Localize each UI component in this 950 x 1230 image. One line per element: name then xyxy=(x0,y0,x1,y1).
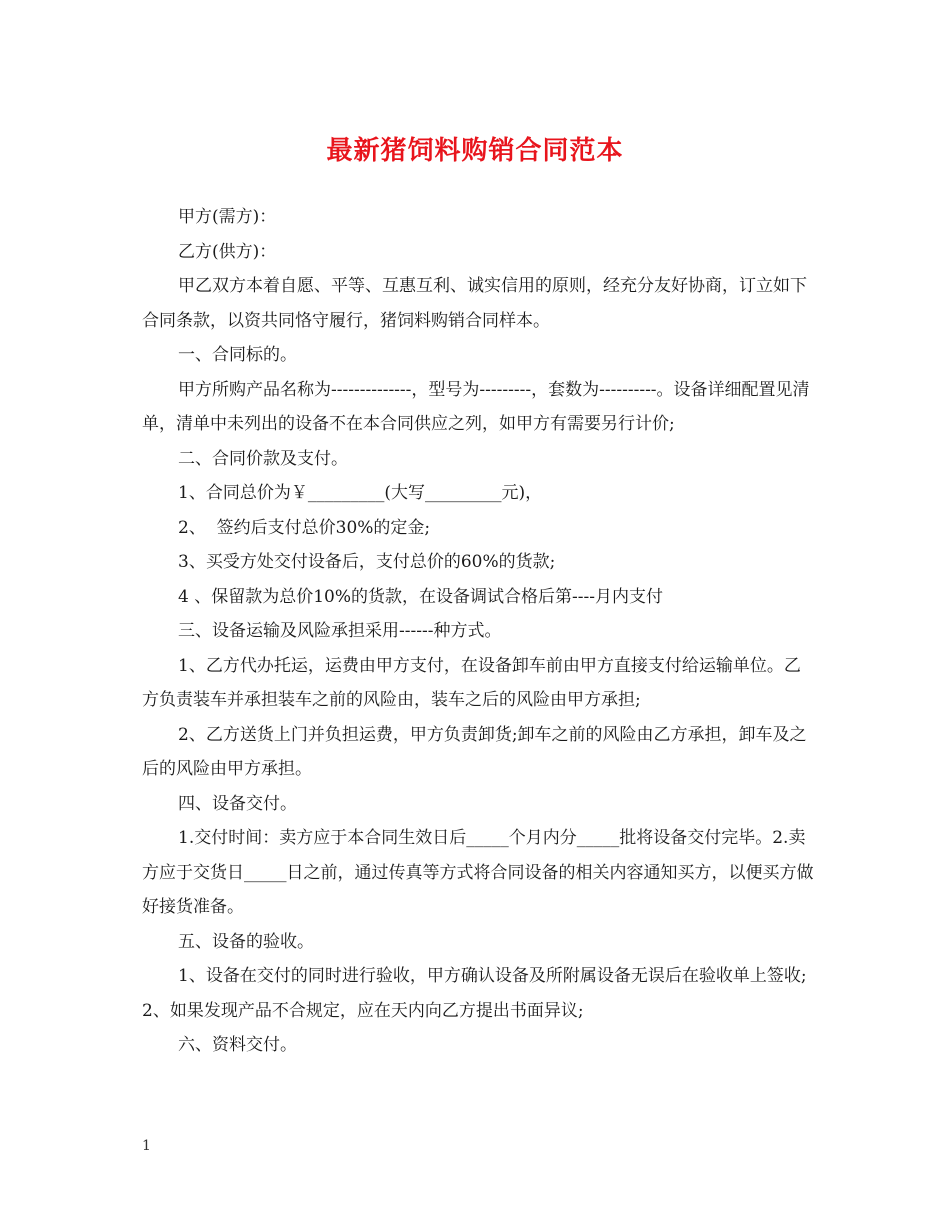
payment-item-2: 2、 签约后支付总价30%的定金; xyxy=(178,517,431,538)
section-heading-1: 一、合同标的。 xyxy=(178,345,297,365)
transport-item-1: 1、乙方代办托运，运费由甲方支付，在设备卸车前由甲方直接支付给运输单位。乙方负责装车并承担装车之前的风险由，装车之后的风险由甲方承担; xyxy=(142,655,801,710)
delivery-paragraph: 1.交付时间：卖方应于本合同生效日后_____个月内分_____批将设备交付完毕。2.卖方应于交货日_____日之前，通过传真等方式将合同设备的相关内容通知买方，以便买方做好接货准备。 xyxy=(142,828,814,917)
contract-subject-paragraph: 甲方所购产品名称为--------------，型号为---------，套数为----------。设备详细配置见清单，清单中未列出的设备不在本合同供应之列，如甲方有需要另行计价; xyxy=(142,379,810,434)
acceptance-paragraph: 1、设备在交付的同时进行验收，甲方确认设备及所附属设备无误后在验收单上签收;2、如果发现产品不合规定，应在天内向乙方提出书面异议; xyxy=(142,966,807,1021)
section-heading-4: 四、设备交付。 xyxy=(178,793,297,814)
transport-item-2: 2、乙方送货上门并负担运费，甲方负责卸货;卸车之前的风险由乙方承担，卸车及之后的风险由甲方承担。 xyxy=(142,724,807,779)
section-heading-5: 五、设备的验收。 xyxy=(178,931,314,952)
document-title: 最新猪饲料购销合同范本 xyxy=(326,136,624,166)
section-heading-6: 六、资料交付。 xyxy=(178,1035,297,1055)
party-b-line: 乙方(供方)： xyxy=(178,241,277,262)
section-heading-2: 二、合同价款及支付。 xyxy=(178,448,348,469)
payment-item-1: 1、合同总价为￥_________(大写_________元)， xyxy=(178,483,543,503)
preamble-paragraph: 甲乙双方本着自愿、平等、互惠互利、诚实信用的原则，经充分友好协商，订立如下合同条款，以资共同恪守履行，猪饲料购销合同样本。 xyxy=(142,276,807,331)
section-heading-3: 三、设备运输及风险承担采用------种方式。 xyxy=(178,621,502,641)
payment-item-4: 4 、保留款为总价10%的货款，在设备调试合格后第----月内支付 xyxy=(178,586,663,607)
document-body xyxy=(142,200,814,1063)
page-number: 1 xyxy=(142,1138,151,1154)
party-a-line: 甲方(需方)： xyxy=(178,207,277,227)
payment-item-3: 3、买受方处交付设备后，支付总价的60%的货款; xyxy=(178,552,556,572)
